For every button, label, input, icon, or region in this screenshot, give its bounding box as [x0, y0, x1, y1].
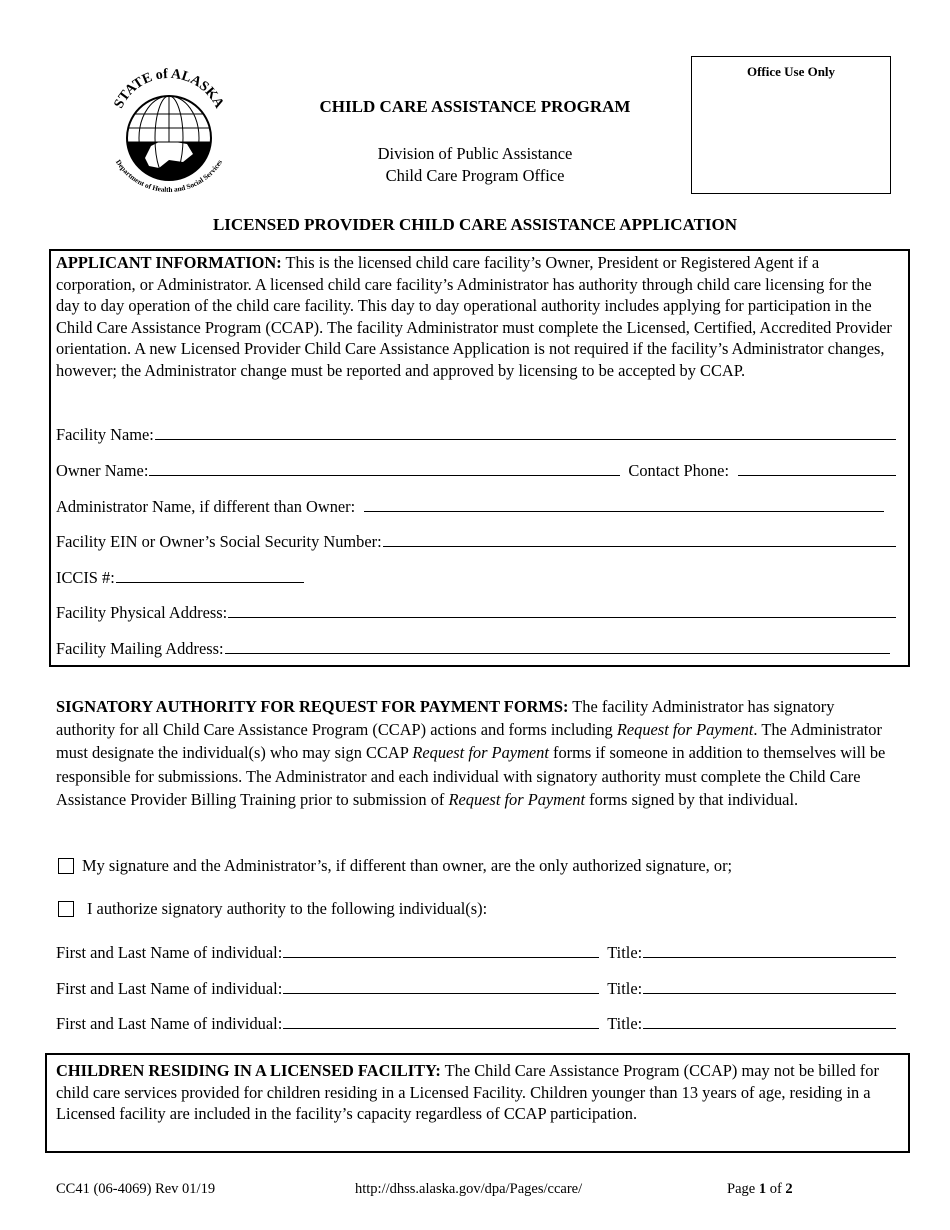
individual-row: [56, 977, 896, 999]
mailing-address-label: Facility Mailing Address:: [56, 638, 224, 658]
administrator-name-field[interactable]: [56, 495, 884, 517]
applicant-description: This is the licensed child care facility’s Owner, President or Registered Agent if a corporation, or Administrator. A licensed child care facility’s Administrator has authority through child care licensing for the day to day operation of the child care facility. This day to day operational authority includes applying for participation in the Child Care Assistance Program (CCAP). The facility Administrator must complete the Licensed, Certified, Accredited Provider orientation. A new Licensed Provider Child Care Assistance Application is not required if the facility’s Administrator changes, however; the Administrator change must be reported and approved by licensing to be accepted by CCAP.: [56, 253, 892, 380]
only-authorized-option[interactable]: [56, 856, 732, 876]
children-heading: CHILDREN RESIDING IN A LICENSED FACILITY:: [56, 1061, 441, 1080]
signatory-text-part: forms if someone in addition to themselves will be responsible for submissions. The Administrator and each individual with signatory authority must complete the Child Care Assistance Provider Billing Training prior to submission of: [56, 743, 886, 809]
page-of: of: [769, 1181, 782, 1197]
individual-title-label: Title:: [607, 942, 643, 962]
page-total: 2: [785, 1181, 793, 1197]
division-name: [250, 143, 700, 187]
individual-name-label: First and Last Name of individual:: [56, 978, 283, 998]
administrator-name-label: Administrator Name, if different than Owner:: [56, 496, 356, 516]
individual-title-input[interactable]: [643, 1012, 896, 1029]
iccis-input[interactable]: [116, 566, 304, 583]
owner-name-input[interactable]: [149, 459, 620, 476]
individual-row: [56, 941, 896, 963]
individual-name-input[interactable]: [283, 941, 599, 958]
office-line: Child Care Program Office: [385, 166, 565, 185]
iccis-field[interactable]: [56, 566, 896, 588]
authorize-individuals-checkbox[interactable]: [58, 901, 74, 917]
signatory-heading: SIGNATORY AUTHORITY FOR REQUEST FOR PAYMENT FORMS:: [56, 697, 569, 716]
children-residing-text: [56, 1060, 896, 1125]
office-use-box: [691, 56, 891, 194]
individual-title-label: Title:: [607, 1013, 643, 1033]
program-title: CHILD CARE ASSISTANCE PROGRAM: [319, 97, 631, 116]
applicant-info-text: [56, 252, 896, 382]
applicant-heading: APPLICANT INFORMATION:: [56, 253, 282, 272]
physical-address-label: Facility Physical Address:: [56, 602, 228, 622]
contact-phone-label: Contact Phone:: [628, 460, 729, 480]
ein-ssn-label: Facility EIN or Owner’s Social Security Number:: [56, 531, 382, 551]
signatory-text: [56, 695, 896, 811]
facility-name-label: Facility Name:: [56, 424, 154, 444]
individual-name-label: First and Last Name of individual:: [56, 942, 283, 962]
owner-name-label: Owner Name:: [56, 460, 149, 480]
footer-url: http://dhss.alaska.gov/dpa/Pages/ccare/: [355, 1181, 583, 1197]
signatory-text-part: forms signed by that individual.: [589, 789, 799, 809]
state-seal-logo: [95, 58, 240, 198]
individual-name-label: First and Last Name of individual:: [56, 1013, 283, 1033]
form-id: CC41 (06-4069) Rev 01/19: [56, 1181, 216, 1197]
signatory-text-part: The facility Administrator has signatory authority for all Child Care Assistance Program (CCAP) actions and forms including: [56, 697, 835, 740]
office-use-label: Office Use Only: [746, 64, 836, 79]
ein-ssn-input[interactable]: [383, 530, 896, 547]
svg-text:Department of Health and Socia: Department of Health and Social Services: [113, 158, 225, 194]
mailing-address-input[interactable]: [225, 637, 890, 654]
page-current: 1: [758, 1181, 767, 1197]
svg-text:STATE of ALASKA: STATE of ALASKA: [111, 66, 227, 111]
only-authorized-checkbox[interactable]: [58, 858, 74, 874]
individual-row: [56, 1012, 896, 1034]
form-title: LICENSED PROVIDER CHILD CARE ASSISTANCE APPLICATION: [212, 215, 738, 234]
authorize-individuals-label: I authorize signatory authority to the following individual(s):: [87, 899, 488, 918]
facility-name-input[interactable]: [155, 423, 896, 440]
children-description: The Child Care Assistance Program (CCAP) may not be billed for child care services provided for children residing in a Licensed Facility. Children younger than 13 years of age, residing in a Licensed facility are included in the facility’s capacity regardless of CCAP participation.: [56, 1061, 879, 1123]
signatory-text-part: . The Administrator must designate the individual(s) who may sign CCAP: [56, 720, 882, 763]
signatory-emphasis: Request for Payment: [412, 743, 549, 763]
authorize-individuals-option[interactable]: [56, 899, 487, 919]
only-authorized-label: My signature and the Administrator’s, if different than owner, are the only authorized signature, or;: [82, 856, 733, 875]
contact-phone-input[interactable]: [738, 459, 896, 476]
individual-title-label: Title:: [607, 978, 643, 998]
signatory-emphasis: Request for Payment: [616, 720, 754, 740]
physical-address-field[interactable]: [56, 601, 896, 623]
individual-title-input[interactable]: [643, 941, 896, 958]
page-prefix: Page: [727, 1181, 756, 1197]
individual-name-input[interactable]: [283, 1012, 599, 1029]
division-line: Division of Public Assistance: [377, 144, 573, 163]
owner-row: [56, 459, 896, 481]
facility-name-field[interactable]: [56, 423, 896, 445]
iccis-label: ICCIS #:: [56, 567, 115, 587]
physical-address-input[interactable]: [228, 601, 896, 618]
individual-title-input[interactable]: [643, 977, 896, 994]
ein-ssn-field[interactable]: [56, 530, 896, 552]
mailing-address-field[interactable]: [56, 637, 890, 659]
individual-name-input[interactable]: [283, 977, 599, 994]
signatory-emphasis: Request for Payment: [448, 789, 586, 809]
administrator-name-input[interactable]: [364, 495, 884, 512]
page-number: [727, 1181, 793, 1198]
